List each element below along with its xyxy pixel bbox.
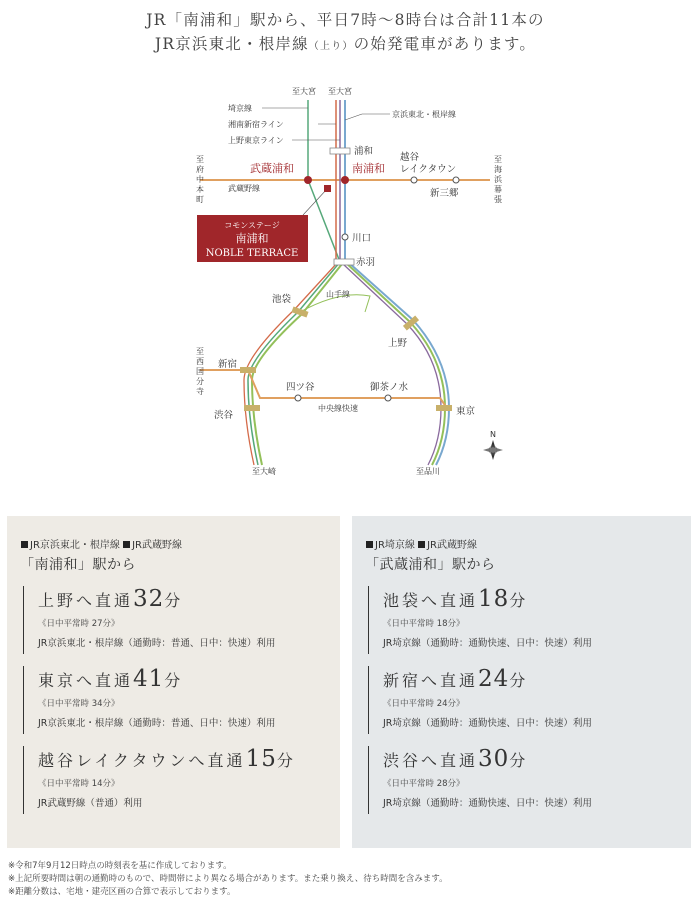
- headline-line-2: [0, 32, 691, 54]
- station-kawaguchi: 川口: [352, 233, 372, 244]
- station-minamiurawa-dot: [341, 176, 349, 184]
- route-minutes: 32: [133, 586, 165, 612]
- station-musashiurawa: 武蔵浦和: [250, 162, 294, 175]
- route-daytime-note: 《日中平常時 18分》: [383, 619, 465, 629]
- route-daytime-note: 《日中平常時 14分》: [38, 779, 120, 789]
- station-koshigaya-1: 越谷: [400, 152, 420, 163]
- dir-shinagawa: 至品川: [416, 467, 440, 476]
- route-item: [368, 586, 683, 654]
- route-minutes: 24: [478, 666, 510, 692]
- svg-text:浜: 浜: [494, 175, 502, 184]
- line-name: JR武蔵野線: [427, 540, 477, 551]
- route-dest: 東京へ直通41分: [38, 666, 184, 692]
- dir-kaihin: [494, 155, 503, 204]
- station-akabane: 赤羽: [356, 257, 376, 268]
- svg-text:町: 町: [196, 195, 204, 204]
- label-shonan: 湘南新宿ライン: [228, 120, 284, 129]
- station-ochanomizu-dot: [385, 395, 391, 401]
- property-label-2: 南浦和: [235, 232, 269, 245]
- route-item: [368, 746, 683, 814]
- panel-station-title: 「南浦和」駅から: [20, 557, 136, 573]
- svg-text:至: 至: [494, 155, 502, 164]
- svg-text:本: 本: [196, 185, 204, 194]
- station-yotsuya: 四ツ谷: [286, 382, 315, 393]
- station-urawa: 浦和: [354, 146, 374, 157]
- headline-line-1: JR「南浦和」駅から、平日7時～8時台は合計11本の: [146, 11, 545, 29]
- dir-omiya-1: 至大宮: [292, 87, 316, 96]
- square-icon: [418, 541, 425, 548]
- panel-musashi-urawa: [352, 516, 691, 848]
- route-daytime-note: 《日中平常時 27分》: [38, 619, 120, 629]
- route-dest: 渋谷へ直通30分: [383, 746, 529, 772]
- route-minutes: 15: [245, 746, 277, 772]
- route-daytime-note: 《日中平常時 24分》: [383, 699, 465, 709]
- route-minutes: 18: [478, 586, 510, 612]
- compass-n: N: [490, 430, 496, 439]
- route-minutes: 41: [133, 666, 165, 692]
- route-dest: 上野へ直通32分: [38, 586, 184, 612]
- square-icon: [21, 541, 28, 548]
- route-line-info: JR京浜東北・根岸線（通勤時：普通、日中：快速）利用: [38, 718, 276, 729]
- station-musashiurawa-dot: [304, 176, 312, 184]
- station-tokyo-marker: [436, 405, 452, 411]
- route-dest: 池袋へ直通18分: [383, 586, 529, 612]
- station-minamiurawa: 南浦和: [352, 162, 385, 175]
- dir-nishikokubunji: [196, 347, 204, 396]
- label-yamanote: 山手線: [326, 290, 350, 299]
- route-line-info: JR武蔵野線（普通）利用: [38, 798, 143, 809]
- line-name: JR武蔵野線: [132, 540, 182, 551]
- svg-text:国: 国: [196, 367, 204, 376]
- route-dest: 新宿へ直通24分: [383, 666, 529, 692]
- panel-lines: [366, 536, 477, 551]
- panel-minami-urawa: [7, 516, 340, 848]
- svg-text:分: 分: [196, 377, 204, 386]
- route-item: [368, 666, 683, 734]
- line-name: JR京浜東北・根岸線: [30, 540, 120, 551]
- route-item: [23, 746, 338, 814]
- svg-text:西: 西: [196, 357, 204, 366]
- station-shinjuku-marker: [240, 367, 256, 373]
- headline-line-2-main: JR京浜東北・根岸線: [154, 35, 309, 53]
- station-shinjuku: 新宿: [218, 359, 238, 370]
- svg-text:至: 至: [196, 155, 204, 164]
- station-ikebukuro: 池袋: [272, 294, 292, 305]
- station-kawaguchi-dot: [342, 234, 348, 240]
- route-item: [23, 666, 338, 734]
- svg-text:幕: 幕: [494, 185, 502, 194]
- footnote: ※令和7年9月12日時点の時刻表を基に作成しております。: [8, 861, 232, 871]
- route-line-info: JR埼京線（通勤時：通勤快速、日中：快速）利用: [383, 638, 592, 649]
- property-label-1: コモンステージ: [224, 221, 280, 230]
- label-saikyo: 埼京線: [228, 104, 252, 113]
- route-map: [0, 80, 691, 490]
- station-akabane-marker: [334, 259, 354, 265]
- route-line-info: JR埼京線（通勤時：通勤快速、日中：快速）利用: [383, 718, 592, 729]
- route-item: [23, 586, 338, 654]
- footnote: ※上記所要時間は朝の通勤時のもので、時間帯により異なる場合があります。また乗り換え、待ち時間を含みます。: [8, 874, 448, 884]
- property-label-3: NOBLE TERRACE: [205, 248, 299, 259]
- footnote: ※距離分数は、宅地・建売区画の合算で表示しております。: [8, 887, 236, 897]
- route-line-info: JR埼京線（通勤時：通勤快速、日中：快速）利用: [383, 798, 592, 809]
- station-tokyo: 東京: [456, 406, 476, 417]
- dir-omiya-2: 至大宮: [328, 87, 352, 96]
- station-koshigaya-2: レイクタウン: [400, 164, 457, 175]
- square-icon: [366, 541, 373, 548]
- station-shinmisato: 新三郷: [430, 188, 459, 199]
- svg-text:海: 海: [494, 165, 502, 174]
- route-dest: 越谷レイクタウンへ直通15分: [38, 746, 296, 772]
- square-icon: [123, 541, 130, 548]
- label-keihin: 京浜東北・根岸線: [392, 110, 456, 119]
- svg-text:中: 中: [196, 175, 204, 184]
- svg-text:寺: 寺: [196, 387, 204, 396]
- dir-osaki: 至大崎: [252, 467, 276, 476]
- loop-yamanote-east: [345, 262, 445, 465]
- panel-lines: [21, 536, 182, 551]
- station-shibuya: 渋谷: [214, 410, 234, 421]
- loop-ueno-tokyo-east: [343, 264, 441, 465]
- line-name: JR埼京線: [375, 540, 415, 551]
- station-shinmisato-dot: [453, 177, 459, 183]
- label-ueno-tokyo: 上野東京ライン: [228, 136, 284, 145]
- dir-fuchu: [196, 155, 204, 204]
- compass-icon: [483, 440, 503, 460]
- route-minutes: 30: [478, 746, 510, 772]
- station-shibuya-marker: [244, 405, 260, 411]
- label-chuo: 中央線快速: [318, 404, 358, 413]
- svg-text:府: 府: [196, 165, 204, 174]
- station-ochanomizu: 御茶ノ水: [370, 382, 409, 393]
- station-ueno: 上野: [388, 338, 408, 349]
- label-musashino: 武蔵野線: [228, 184, 260, 193]
- route-daytime-note: 《日中平常時 34分》: [38, 699, 120, 709]
- headline-line-2-end: の始発電車があります。: [353, 35, 537, 53]
- loop-keihin-east: [348, 262, 449, 465]
- property-location-marker: [324, 185, 331, 192]
- station-yotsuya-dot: [295, 395, 301, 401]
- station-koshigaya-dot: [411, 177, 417, 183]
- svg-text:張: 張: [494, 195, 502, 204]
- route-line-info: JR京浜東北・根岸線（通勤時：普通、日中：快速）利用: [38, 638, 276, 649]
- panel-station-title: 「武蔵浦和」駅から: [365, 557, 496, 573]
- headline-line-2-small: （上り）: [308, 41, 354, 52]
- route-daytime-note: 《日中平常時 28分》: [383, 779, 465, 789]
- svg-text:至: 至: [196, 347, 204, 356]
- station-urawa-marker: [330, 148, 350, 154]
